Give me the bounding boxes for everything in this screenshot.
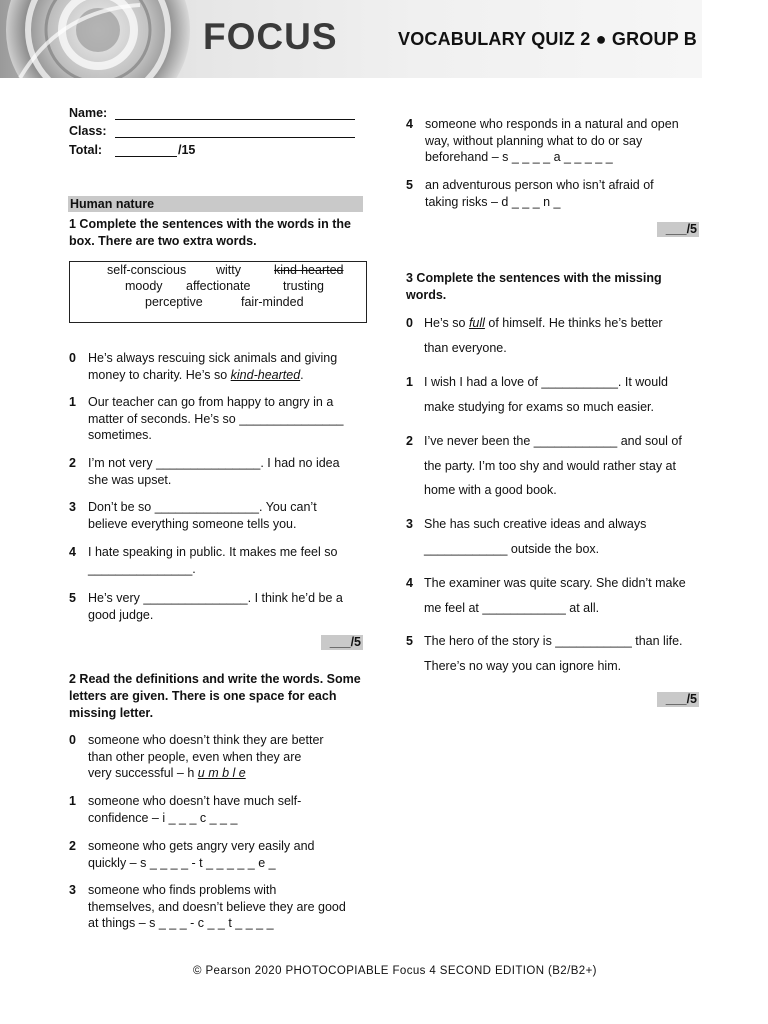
exercise3-item-2: 2 I’ve never been the ____________ and soul of the party. I’m too shy and would rather stay at home with a good book. bbox=[406, 429, 706, 503]
exercise2-instruction-line1: 2 Read the definitions and write the words. Some bbox=[69, 672, 361, 686]
exercise2-item-4: 4 someone who responds in a natural and open way, without planning what to do or say beforehand – s _ _ _ _ a _ _ _ _ _ bbox=[406, 117, 679, 164]
answer-blank[interactable]: _______________. bbox=[88, 561, 196, 576]
exercise3-item-4: 4 The examiner was quite scary. She didn’t make me feel at ____________ at all. bbox=[406, 571, 706, 620]
exercise3-item-3: 3 She has such creative ideas and always ____________ outside the box. bbox=[406, 512, 706, 561]
word-box bbox=[69, 261, 367, 323]
quiz-title: VOCABULARY QUIZ 2 ● GROUP B bbox=[398, 29, 697, 49]
example-answer: u m b l e bbox=[197, 766, 246, 780]
total-label: Total: bbox=[69, 143, 103, 157]
example-answer: kind-hearted bbox=[230, 367, 301, 382]
word-option: trusting bbox=[283, 279, 324, 293]
answer-blank[interactable]: I wish I had a love of ___________. It would bbox=[424, 375, 668, 389]
exercise1-item-1: 1 Our teacher can go from happy to angry in a matter of seconds. He’s so _______________ sometimes. bbox=[69, 395, 344, 442]
word-option: affectionate bbox=[186, 279, 251, 293]
example-answer: full bbox=[468, 316, 485, 330]
answer-blank[interactable]: quickly – s _ _ _ _ - t _ _ _ _ _ e _ bbox=[88, 855, 276, 870]
total-suffix: /15 bbox=[178, 143, 196, 157]
exercise1-item-3: 3 Don’t be so _______________. You can’t believe everything someone tells you. bbox=[69, 500, 317, 531]
exercise2-item-3: 3 someone who finds problems with themselves, and doesn’t believe they are good at things – s _ _ _ - c _ _ t _ _ _ _ bbox=[69, 883, 346, 930]
exercise1-instruction-line2: box. There are two extra words. bbox=[69, 234, 257, 248]
exercise2-item-1: 1 someone who doesn’t have much self- confidence – i _ _ _ c _ _ _ bbox=[69, 794, 302, 825]
focus-logo-text: FOCUS bbox=[203, 16, 338, 57]
word-option: fair-minded bbox=[241, 295, 304, 309]
exercise3-instruction-line2: words. bbox=[406, 288, 447, 302]
page-header bbox=[0, 0, 702, 78]
answer-blank[interactable]: Don’t be so _______________. You can’t bbox=[88, 500, 317, 514]
word-option: perceptive bbox=[145, 295, 203, 309]
logo-graphic bbox=[0, 0, 200, 78]
class-label: Class: bbox=[69, 124, 107, 138]
exercise2-item-2: 2 someone who gets angry very easily and quickly – s _ _ _ _ - t _ _ _ _ _ e _ bbox=[69, 839, 315, 870]
word-option: witty bbox=[216, 263, 241, 277]
word-option-crossed: kind-hearted bbox=[274, 263, 344, 277]
exercise1-item-5: 5 He’s very _______________. I think he’d be a good judge. bbox=[69, 591, 343, 622]
exercise2-instruction-line2: letters are given. There is one space for each bbox=[69, 689, 337, 703]
word-option: moody bbox=[125, 279, 163, 293]
total-field[interactable] bbox=[115, 141, 177, 157]
answer-blank[interactable]: me feel at ____________ at all. bbox=[424, 600, 600, 615]
exercise1-item-0: 0 He’s always rescuing sick animals and giving money to charity. He’s so kind-hearted. bbox=[69, 351, 338, 382]
exercise3-item-0: 0 He’s so full of himself. He thinks he’s better than everyone. bbox=[406, 316, 663, 355]
exercise3-item-1: 1 I wish I had a love of ___________. It would make studying for exams so much easier. bbox=[406, 370, 706, 419]
exercise2-score[interactable]: ___/5 bbox=[657, 222, 699, 237]
exercise3-item-5: 5 The hero of the story is ___________ than life. There’s no way you can ignore him. bbox=[406, 629, 706, 678]
answer-blank[interactable]: I’m not very _______________. I had no idea bbox=[88, 456, 340, 470]
exercise2-item-5: 5 an adventurous person who isn’t afraid of taking risks – d _ _ _ n _ bbox=[406, 178, 654, 209]
exercise2-item-0: 0 someone who doesn’t think they are better than other people, even when they are very successful – h u m b l e bbox=[69, 733, 324, 780]
name-label: Name: bbox=[69, 106, 108, 120]
word-option: self-conscious bbox=[107, 263, 187, 277]
exercise1-item-4: 4 I hate speaking in public. It makes me feel so _______________. bbox=[69, 545, 338, 576]
name-field[interactable] bbox=[115, 104, 355, 120]
page-footer: © Pearson 2020 PHOTOCOPIABLE Focus 4 SECOND EDITION (B2/B2+) bbox=[193, 965, 597, 977]
answer-blank[interactable]: The hero of the story is ___________ than life. bbox=[424, 634, 683, 648]
exercise3-instruction-line1: 3 Complete the sentences with the missing bbox=[406, 271, 662, 285]
answer-blank[interactable]: confidence – i _ _ _ c _ _ _ bbox=[88, 810, 238, 825]
answer-blank[interactable]: ____________ outside the box. bbox=[424, 541, 600, 556]
section-heading: Human nature bbox=[68, 196, 363, 212]
exercise1-instruction-line1: 1 Complete the sentences with the words in the bbox=[69, 217, 351, 231]
exercise1-item-2: 2 I’m not very _______________. I had no idea she was upset. bbox=[69, 456, 340, 487]
exercise1-score[interactable]: ___/5 bbox=[321, 635, 363, 650]
answer-blank[interactable]: taking risks – d _ _ _ n _ bbox=[425, 194, 561, 209]
answer-blank[interactable]: He’s very _______________. I think he’d be a bbox=[88, 591, 343, 605]
answer-blank[interactable]: beforehand – s _ _ _ _ a _ _ _ _ _ bbox=[425, 150, 613, 164]
answer-blank[interactable]: matter of seconds. He’s so _______________ bbox=[88, 411, 344, 426]
answer-blank[interactable]: I’ve never been the ____________ and soul of bbox=[424, 434, 682, 448]
exercise2-instruction-line3: missing letter. bbox=[69, 706, 154, 720]
class-field[interactable] bbox=[115, 122, 355, 138]
exercise3-score[interactable]: ___/5 bbox=[657, 692, 699, 707]
answer-blank[interactable]: at things – s _ _ _ - c _ _ t _ _ _ _ bbox=[88, 916, 274, 930]
